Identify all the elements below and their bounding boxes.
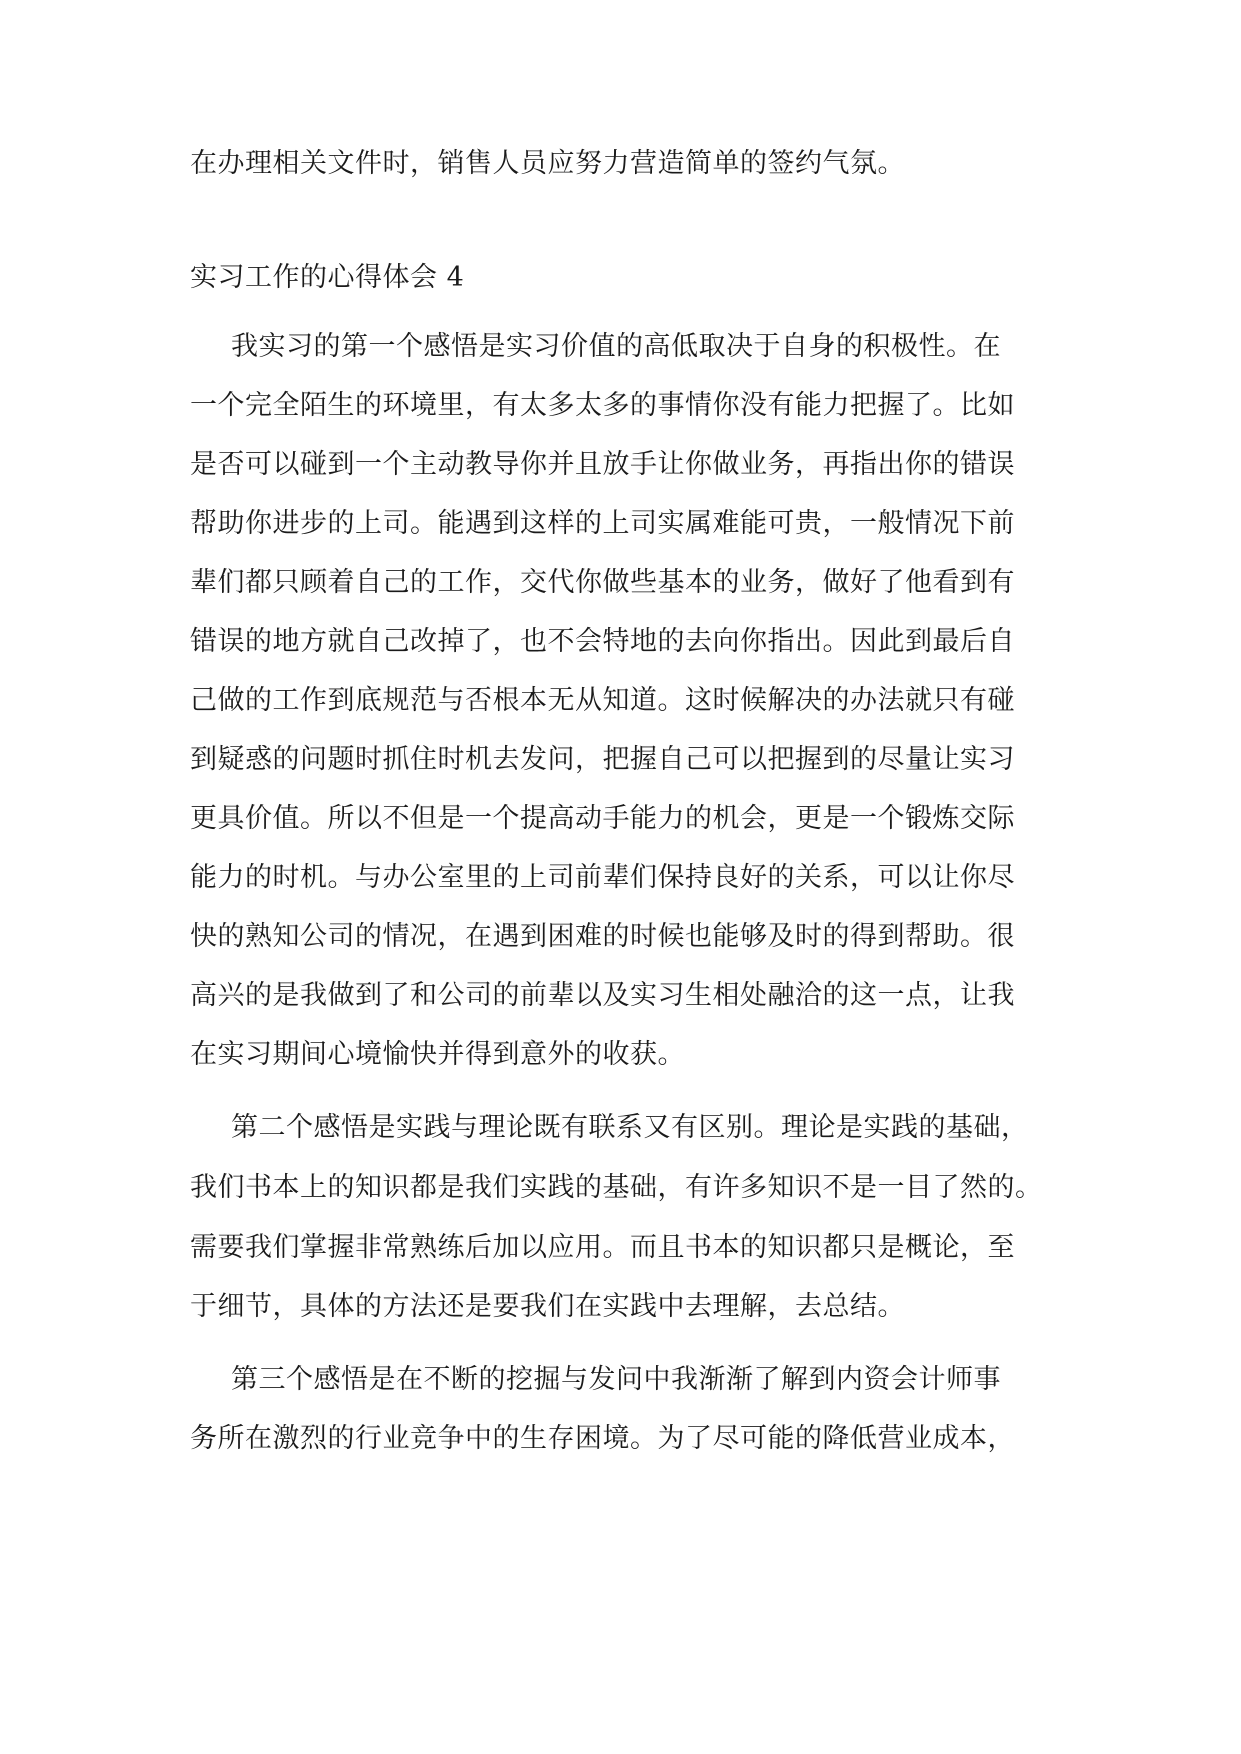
text-line: 错误的地方就自己改掉了，也不会特地的去向你指出。因此到最后自 [190,626,1015,657]
text-line: 辈们都只顾着自己的工作，交代你做些基本的业务，做好了他看到有 [190,567,1015,598]
text-line: 高兴的是我做到了和公司的前辈以及实习生相处融洽的这一点，让我 [190,980,1015,1011]
text-line: 在实习期间心境愉快并得到意外的收获。 [190,1039,685,1070]
text-line: 更具价值。所以不但是一个提高动手能力的机会，更是一个锻炼交际 [190,803,1015,834]
text-line: 我实习的第一个感悟是实习价值的高低取决于自身的积极性。在 [231,331,1001,362]
text-line: 是否可以碰到一个主动教导你并且放手让你做业务，再指出你的错误 [190,449,1015,480]
text-line: 于细节，具体的方法还是要我们在实践中去理解，去总结。 [190,1291,905,1322]
text-line: 务所在激烈的行业竞争中的生存困境。为了尽可能的降低营业成本， [190,1423,1015,1454]
text-line: 第二个感悟是实践与理论既有联系又有区别。理论是实践的基础， [231,1112,1029,1143]
text-line: 帮助你进步的上司。能遇到这样的上司实属难能可贵，一般情况下前 [190,508,1015,539]
section-heading: 实习工作的心得体会 4 [190,262,465,293]
text-line: 到疑惑的问题时抓住时机去发问，把握自己可以把握到的尽量让实习 [190,744,1015,775]
text-line: 能力的时机。与办公室里的上司前辈们保持良好的关系，可以让你尽 [190,862,1015,893]
text-line: 需要我们掌握非常熟练后加以应用。而且书本的知识都只是概论，至 [190,1232,1015,1263]
text-line: 一个完全陌生的环境里，有太多太多的事情你没有能力把握了。比如 [190,390,1015,421]
text-line: 己做的工作到底规范与否根本无从知道。这时候解决的办法就只有碰 [190,685,1015,716]
text-line: 快的熟知公司的情况，在遇到困难的时候也能够及时的得到帮助。很 [190,921,1015,952]
text-line: 在办理相关文件时，销售人员应努力营造简单的签约气氛。 [190,148,905,179]
text-line: 我们书本上的知识都是我们实践的基础，有许多知识不是一目了然的。 [190,1172,1043,1203]
text-line: 第三个感悟是在不断的挖掘与发问中我渐渐了解到内资会计师事 [231,1364,1001,1395]
